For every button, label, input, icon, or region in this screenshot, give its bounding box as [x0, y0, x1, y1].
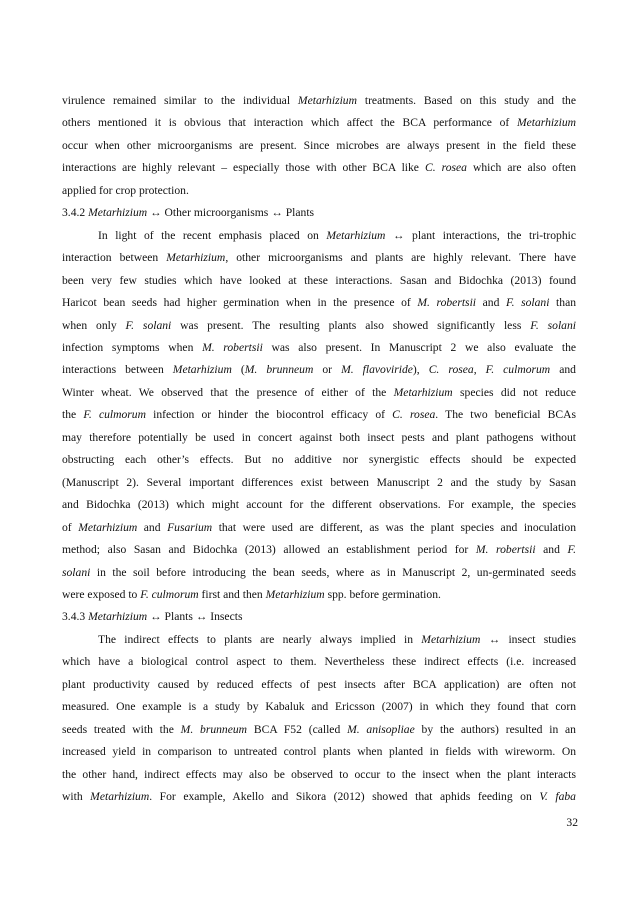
italic-run: Metarhizium [90, 790, 150, 804]
italic-run: solani [62, 565, 91, 579]
text-run: . The two beneficial BCAs [435, 408, 577, 422]
text-line [62, 315, 576, 337]
text-run: Haricot bean seeds had higher germination when in the presence of [62, 296, 418, 310]
paragraph [62, 225, 576, 607]
text-line [62, 629, 576, 651]
text-run: 3.4.2 [62, 206, 89, 220]
italic-run: M. robertsii [475, 543, 536, 557]
text-run: occur when other microorganisms are present. Since microbes are always present in the field these [62, 138, 576, 152]
text-line [62, 90, 576, 112]
text-line [62, 674, 576, 696]
text-run: measured. One example is a study by Kabaluk and Ericsson (2007) in which they found that corn [62, 700, 576, 714]
italic-run: Metarhizium [297, 94, 357, 107]
text-line [62, 696, 576, 718]
text-run: ↔ Plants ↔ Insects [147, 610, 243, 624]
italic-run: Metarhizium [172, 363, 232, 377]
italic-run: F. culmorum [485, 363, 551, 377]
italic-run: F. culmorum [140, 587, 199, 601]
text-run: obstructing each other’s effects. But no additive nor synergistic effects should be expected [62, 453, 576, 467]
paragraph [62, 629, 576, 809]
text-line [62, 764, 576, 786]
italic-run: M. robertsii [202, 340, 263, 354]
text-run: ), [412, 363, 429, 377]
italic-run: C. rosea [392, 408, 436, 422]
italic-run: Metarhizium [265, 587, 325, 601]
text-run: than [549, 296, 577, 310]
text-run: that were used are different, as was the plant species and inoculation [212, 520, 576, 534]
text-run: seeds treated with the [62, 722, 181, 736]
italic-run: M. robertsii [417, 296, 477, 310]
text-run: method; also Sasan and Bidochka (2013) allowed an establishment period for [62, 543, 476, 557]
text-run: in the soil before introducing the bean seeds, where as in Manuscript 2, un-germinated seeds [90, 565, 576, 579]
text-line [62, 404, 576, 426]
italic-run: M. flavoviride [341, 363, 413, 377]
text-run: and [550, 363, 576, 377]
text-line [62, 337, 576, 359]
text-line [62, 359, 576, 381]
italic-run: V. faba [539, 790, 576, 804]
italic-run: Metarhizium [88, 610, 148, 624]
text-run: infection or hinder the biocontrol efficacy of [145, 408, 393, 422]
text-line [62, 517, 576, 539]
text-run: infection symptoms when [62, 340, 203, 354]
text-line [62, 292, 576, 314]
text-run: (Manuscript 2). Several important differences exist between Manuscript 2 and the study by Sasan [62, 475, 576, 489]
text-line [62, 382, 576, 404]
text-run: with [62, 790, 91, 804]
italic-run: M. brunneum [180, 722, 248, 736]
text-run: interactions between [62, 363, 173, 377]
italic-run: C. rosea [428, 363, 474, 377]
text-line [62, 112, 576, 134]
text-run: , other microorganisms and plants are highly relevant. There have [225, 251, 576, 265]
text-run: and [137, 520, 168, 534]
document-body [62, 90, 576, 809]
text-run: when only [62, 318, 126, 332]
text-run: plant productivity caused by reduced effects of pest insects after BCA application) are often not [62, 677, 576, 691]
text-run: ↔ Other microorganisms ↔ Plants [147, 206, 315, 220]
text-run: others mentioned it is obvious that interaction which affect the BCA performance of [62, 116, 517, 130]
text-run: increased yield in comparison to untreated control plants when planted in fields with wireworm. On [62, 745, 576, 759]
text-line [62, 225, 576, 247]
text-line [62, 651, 576, 673]
text-run: the other hand, indirect effects may also be observed to occur to the insect when the plant interacts [62, 767, 576, 781]
text-line [62, 562, 576, 584]
italic-run: Metarhizium [78, 520, 138, 534]
text-run: spp. before germination. [324, 587, 441, 601]
text-run: applied for crop protection. [62, 183, 189, 197]
italic-run: Metarhizium [516, 116, 576, 130]
text-line [62, 202, 576, 224]
italic-run: Metarhizium [326, 228, 386, 242]
text-run: ( [231, 363, 245, 377]
text-run: of [62, 520, 79, 534]
text-run: first and then [198, 587, 266, 601]
text-run: interactions are highly relevant – especially those with other BCA like [62, 161, 425, 175]
text-line [62, 741, 576, 763]
italic-run: Metarhizium [421, 632, 481, 646]
text-line [62, 180, 576, 202]
text-line [62, 135, 576, 157]
text-run: which are also often [466, 161, 576, 175]
italic-run: Fusarium [167, 520, 213, 534]
text-run: In light of the recent emphasis placed on [98, 228, 327, 242]
text-run: treatments. Based on this study and the [356, 94, 576, 107]
text-run: interaction between [62, 251, 167, 265]
text-line [62, 606, 576, 628]
italic-run: F. solani [506, 296, 550, 310]
italic-run: F. culmorum [83, 408, 146, 422]
italic-run: C. rosea [424, 161, 467, 175]
text-line [62, 157, 576, 179]
italic-run: Metarhizium [88, 206, 148, 220]
text-run: was also present. In Manuscript 2 we also evaluate the [262, 340, 577, 354]
italic-run: Metarhizium [393, 385, 453, 399]
paragraph [62, 90, 576, 202]
italic-run: M. anisopliae [347, 722, 415, 736]
text-run: , [473, 363, 486, 377]
text-run: The indirect effects to plants are nearly always implied in [98, 632, 422, 646]
text-run: species did not reduce [452, 385, 576, 399]
italic-run: M. brunneum [244, 363, 314, 377]
italic-run: Metarhizium [166, 251, 226, 265]
text-run: which have a biological control aspect to them. Nevertheless these indirect effects (i.e. increased [62, 655, 576, 669]
section-heading [62, 606, 576, 628]
text-run: ↔ plant interactions, the tri-trophic [385, 228, 576, 242]
text-line [62, 584, 576, 606]
text-run: . For example, Akello and Sikora (2012) showed that aphids feeding on [149, 790, 540, 804]
text-line [62, 494, 576, 516]
text-line [62, 539, 576, 561]
text-line [62, 247, 576, 269]
text-run: were exposed to [62, 587, 141, 601]
italic-run: F. solani [530, 318, 576, 332]
text-run: and Bidochka (2013) which might account for the different observations. For example, the species [62, 498, 576, 512]
text-run: virulence remained similar to the individual [62, 94, 298, 107]
text-run: ↔ insect studies [480, 632, 576, 646]
text-run: BCA F52 (called [247, 722, 348, 736]
text-run: the [62, 408, 84, 422]
text-run: and [476, 296, 506, 310]
text-line [62, 427, 576, 449]
text-run: may therefore potentially be used in concert against both insect pests and plant pathogens without [62, 430, 576, 444]
italic-run: F. [567, 543, 576, 557]
text-run: by the authors) resulted in an [414, 722, 576, 736]
text-run: or [313, 363, 342, 377]
italic-run: F. solani [125, 318, 172, 332]
text-line [62, 270, 576, 292]
text-line [62, 472, 576, 494]
text-run: Winter wheat. We observed that the presence of either of the [62, 385, 394, 399]
text-run: was present. The resulting plants also showed significantly less [171, 318, 531, 332]
text-line [62, 719, 576, 741]
text-line [62, 449, 576, 471]
text-run: been very few studies which have looked at these interactions. Sasan and Bidochka (2013) found [62, 273, 576, 287]
page-number: 32 [566, 816, 578, 829]
section-heading [62, 202, 576, 224]
text-run: and [535, 543, 568, 557]
text-run: 3.4.3 [62, 610, 89, 624]
text-line [62, 786, 576, 808]
